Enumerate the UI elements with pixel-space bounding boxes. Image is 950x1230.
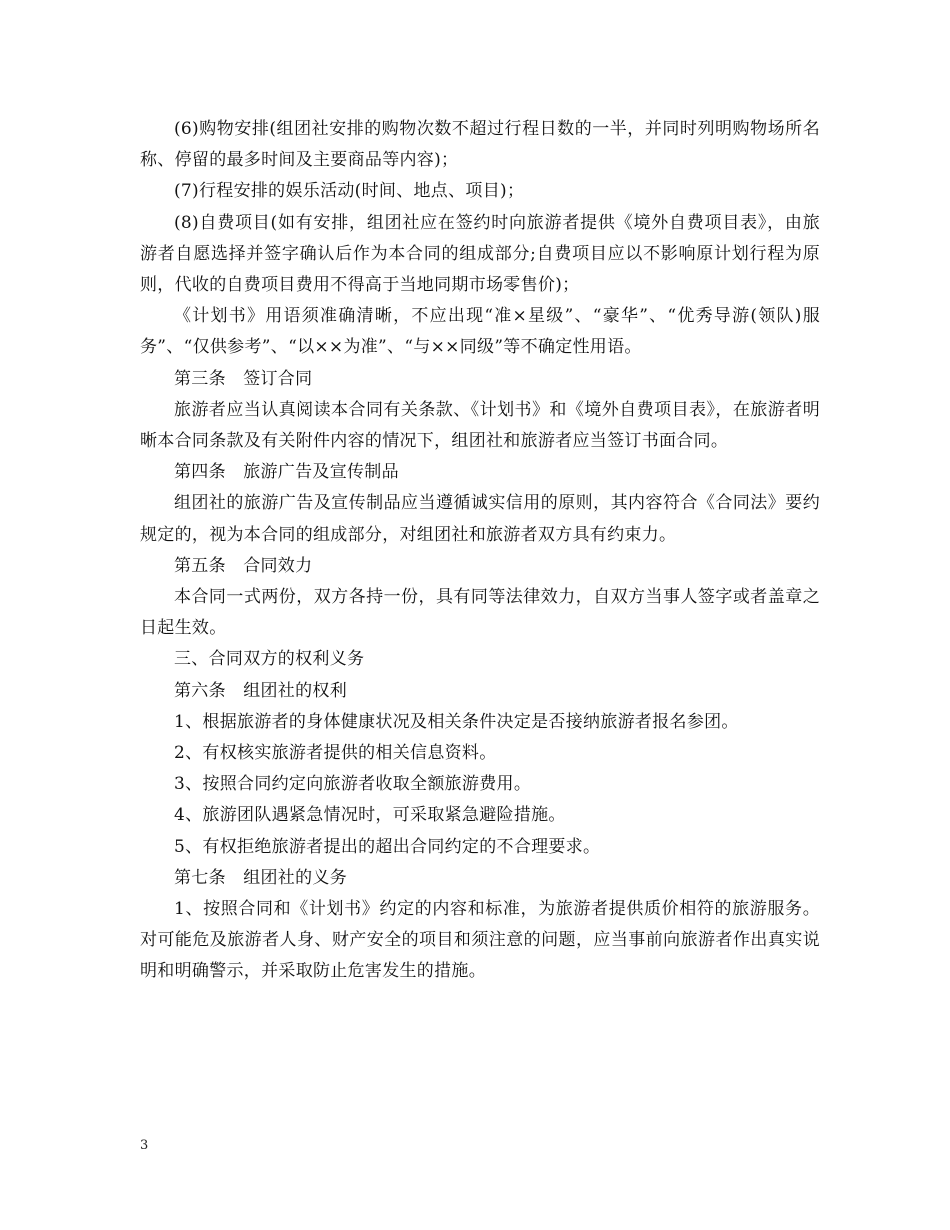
article-7-item-1: 1、按照合同和《计划书》约定的内容和标准，为旅游者提供质价相符的旅游服务。对可能危及旅游者人身、财产安全的项目和须注意的问题，应当事前向旅游者作出真实说明和明确警示，并采取防止危害发生的措施。 [140,899,820,982]
paragraph-item-6-shopping: (6)购物安排(组团社安排的购物次数不超过行程日数的一半，并同时列明购物场所名称、停留的最多时间及主要商品等内容)； [140,119,820,171]
article-4-body: 组团社的旅游广告及宣传制品应当遵循诚实信用的原则，其内容符合《合同法》要约规定的，视为本合同的组成部分，对组团社和旅游者双方具有约束力。 [140,493,820,545]
section-3-heading: 三、合同双方的权利义务 [174,649,365,670]
page-number: 3 [140,1138,149,1153]
document-body [140,114,820,988]
article-6-item-4: 4、旅游团队遇紧急情况时，可采取紧急避险措施。 [174,805,566,826]
article-5-heading: 第五条 合同效力 [174,555,313,576]
article-6-heading: 第六条 组团社的权利 [174,680,347,701]
article-6-item-1: 1、根据旅游者的身体健康状况及相关条件决定是否接纳旅游者报名参团。 [174,711,739,732]
article-4-heading: 第四条 旅游广告及宣传制品 [174,462,399,483]
article-5-body: 本合同一式两份，双方各持一份，具有同等法律效力，自双方当事人签字或者盖章之日起生效。 [140,587,820,639]
article-3-heading: 第三条 签订合同 [174,368,313,389]
article-6-item-2: 2、有权核实旅游者提供的相关信息资料。 [174,743,497,764]
paragraph-item-7-entertainment: (7)行程安排的娱乐活动(时间、地点、项目)； [174,181,525,202]
paragraph-item-8-optional-activities: (8)自费项目(如有安排，组团社应在签约时向旅游者提供《境外自费项目表》，由旅游者自愿选择并签字确认后作为本合同的组成部分;自费项目应以不影响原计划行程为原则，代收的自费项目费用不得高于当地同期市场零售价)； [140,212,820,296]
paragraph-plan-wording: 《计划书》用语须准确清晰，不应出现“准×星级”、“豪华”、“优秀导游(领队)服务”、“仅供参考”、“以××为准”、“与××同级”等不确定性用语。 [140,306,820,358]
article-7-heading: 第七条 组团社的义务 [174,867,347,888]
article-3-body: 旅游者应当认真阅读本合同有关条款、《计划书》和《境外自费项目表》，在旅游者明晰本合同条款及有关附件内容的情况下，组团社和旅游者应当签订书面合同。 [140,399,820,452]
article-6-item-5: 5、有权拒绝旅游者提出的超出合同约定的不合理要求。 [174,836,601,857]
article-6-item-3: 3、按照合同约定向旅游者收取全额旅游费用。 [174,774,532,795]
